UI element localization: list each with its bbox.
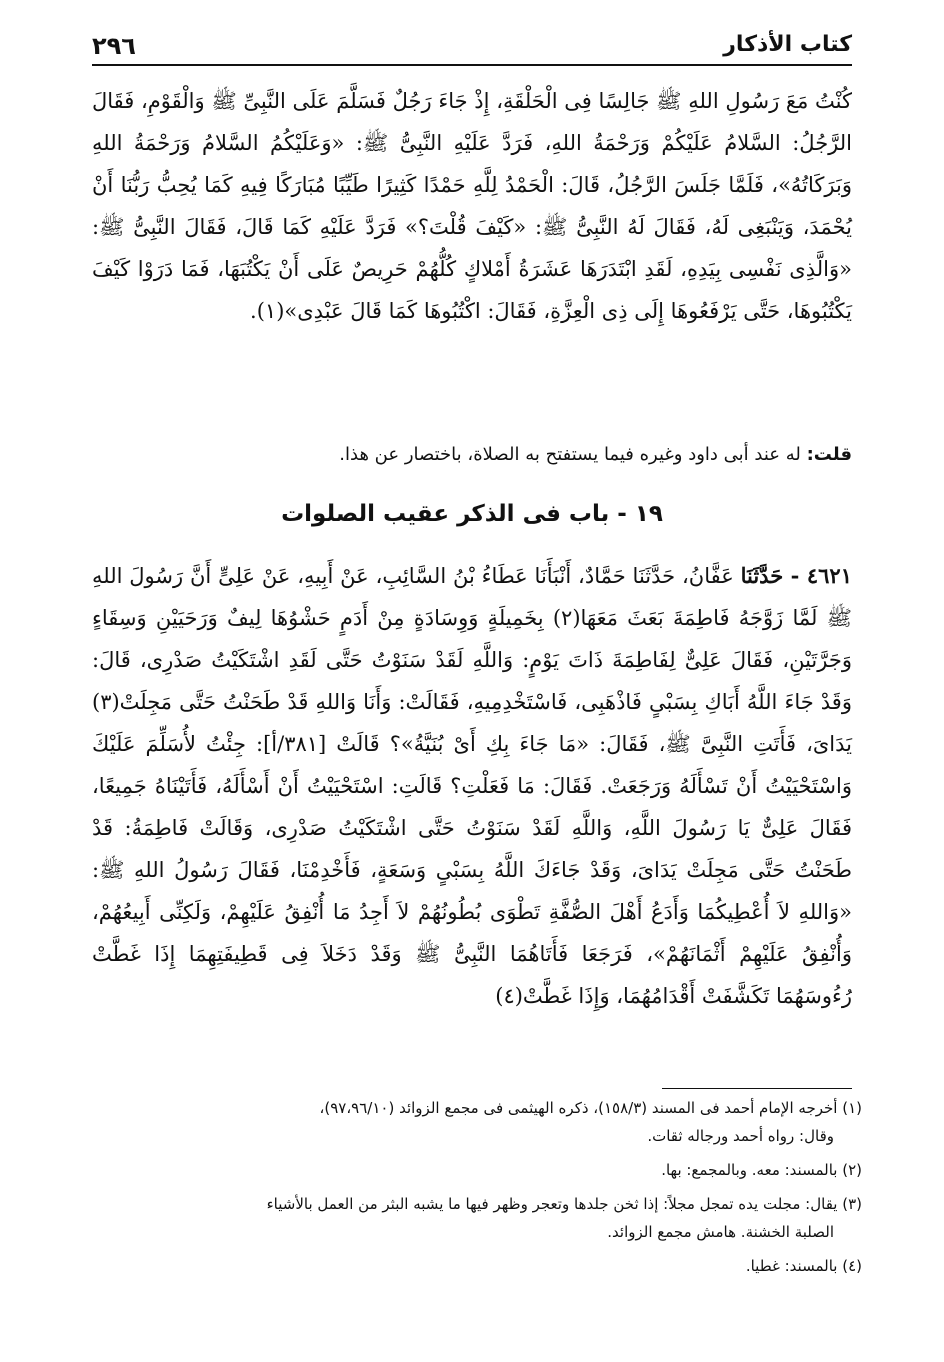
page-header (92, 30, 852, 66)
footnotes (92, 1094, 862, 1286)
book-title: كتاب الأذكار (723, 32, 852, 57)
author-note (92, 440, 852, 470)
hadith-number: ٤٦٢١ - حَدَّثَنَا (740, 563, 852, 588)
footnote-text: (١) أخرجه الإمام أحمد فى المسند (١٥٨/٣)، ذكره الهيثمى فى مجمع الزوائد (٩٧،٩٦/١٠)، (319, 1099, 862, 1117)
footnote-separator (662, 1088, 852, 1089)
note-label: قلت: (806, 444, 852, 465)
paragraph-text: كُنْتُ مَعَ رَسُولِ اللهِ ﷺ جَالِسًا فِى الْحَلْقَةِ، إِذْ جَاءَ رَجُلٌ فَسَلَّمَ عَلَى النَّبِىِّ ﷺ وَالْقَوْمِ، فَقَالَ الرَّجُلُ: السَّلامُ عَلَيْكُمْ وَرَحْمَةُ اللهِ، فَرَدَّ عَلَيْهِ النَّبِىُّ ﷺ: «وَعَلَيْكُمُ السَّلامُ وَرَحْمَةُ اللهِ وَبَرَكَاتُهُ»، فَلَمَّا جَلَسَ الرَّجُلُ، قَالَ: الْحَمْدُ لِلَّهِ حَمْدًا كَثِيرًا طَيِّبًا مُبَارَكًا فِيهِ كَمَا يُحِبُّ رَبُّنَا أَنْ يُحْمَدَ، وَيَنْبَغِى لَهُ، فَقَالَ لَهُ النَّبِىُّ ﷺ: «كَيْفَ قُلْتَ؟» فَرَدَّ عَلَيْهِ كَمَا قَالَ، فَقَالَ النَّبِىُّ ﷺ: «وَالَّذِى نَفْسِى بِيَدِهِ، لَقَدِ ابْتَدَرَهَا عَشَرَةُ أَمْلاكٍ كُلُّهُمْ حَرِيصٌ عَلَى أَنْ يَكْتُبَهَا، فَمَا دَرَوْا كَيْفَ يَكْتُبُوهَا، حَتَّى يَرْفَعُوهَا إِلَى ذِى الْعِزَّةِ، فَقَالَ: اكْتُبُوهَا كَمَا قَالَ عَبْدِى»(١). (92, 89, 852, 323)
footnote-text-continued: الصلبة الخشنة. هامش مجمع الزوائد. (607, 1223, 834, 1241)
page-number: ٢٩٦ (92, 32, 136, 60)
note-text: له عند أبى داود وغيره فيما يستفتح به الصلاة، باختصار عن هذا. (339, 444, 807, 465)
footnote-text: (٢) بالمسند: معه. وبالمجمع: بها. (661, 1161, 862, 1179)
footnote-text-continued: وقال: رواه أحمد ورجاله ثقات. (647, 1127, 834, 1145)
hadith-paragraph-continued (92, 80, 852, 332)
footnote-4 (92, 1252, 862, 1280)
chapter-heading: ١٩ - باب فى الذكر عقيب الصلوات (281, 501, 663, 527)
paragraph-text: عَفَّانُ، حَدَّثَنَا حَمَّادٌ، أَنْبَأَنَا عَطَاءُ بْنُ السَّائِبِ، عَنْ أَبِيهِ، عَنْ عَلِىٍّ أَنَّ رَسُولَ اللهِ ﷺ لَمَّا زَوَّجَهُ فَاطِمَةَ بَعَثَ مَعَهَا(٢) بِخَمِيلَةٍ وَوِسَادَةٍ مِنْ أَدَمٍ حَشْوُهَا لِيفٌ وَرَحَيَيْنِ وَسِقَاءٍ وَجَرَّتَيْنِ، فَقَالَ عَلِىٌّ لِفَاطِمَةَ ذَاتَ يَوْمٍ: وَاللَّهِ لَقَدْ سَنَوْتُ حَتَّى لَقَدِ اشْتَكَيْتُ صَدْرِى، قَالَ: وَقَدْ جَاءَ اللَّهُ أَبَاكِ بِسَبْىٍ فَاذْهَبِى، فَاسْتَخْدِمِيهِ، فَقَالَتْ: وَأَنَا وَاللهِ قَدْ طَحَنْتُ حَتَّى مَجِلَتْ(٣) يَدَاىَ، فَأَتَتِ النَّبِىَّ ﷺ، فَقَالَ: «مَا جَاءَ بِكِ أَىْ بُنَيَّةُ»؟ قَالَتْ [٣٨١/أ]: جِئْتُ لأُسَلِّمَ عَلَيْكَ وَاسْتَحْيَيْتُ أَنْ تَسْأَلَهُ وَرَجَعَتْ. فَقَالَ: مَا فَعَلْتِ؟ قَالَتِ: اسْتَحْيَيْتُ أَنْ أَسْأَلَهُ، فَأَتَيْنَاهُ جَمِيعًا، فَقَالَ عَلِىٌّ يَا رَسُولَ اللَّهِ، وَاللَّهِ لَقَدْ سَنَوْتُ حَتَّى اشْتَكَيْتُ صَدْرِى، وَقَالَتْ فَاطِمَةُ: قَدْ طَحَنْتُ حَتَّى مَجِلَتْ يَدَاىَ، وَقَدْ جَاءَكَ اللَّهُ بِسَبْىٍ وَسَعَةٍ، فَأَخْدِمْنَا، فَقَالَ رَسُولُ اللهِ ﷺ: «وَاللهِ لاَ أُعْطِيكُمَا وَأَدَعُ أَهْلَ الصُّفَّةِ تَطْوَى بُطُونُهُمْ لاَ أَجِدُ مَا أُنْفِقُ عَلَيْهِمْ، وَلَكِنِّى أَبِيعُهُمْ، وَأُنْفِقُ عَلَيْهِمْ أَثْمَانَهُمْ»، فَرَجَعَا فَأَتَاهُمَا النَّبِىُّ ﷺ وَقَدْ دَخَلاَ فِى قَطِيفَتِهِمَا إِذَا غَطَّتْ رُءُوسَهُمَا تَكَشَّفَتْ أَقْدَامُهُمَا، وَإِذَا غَطَّتْ(٤) (92, 564, 852, 1008)
hadith-paragraph (92, 555, 852, 1017)
footnote-2 (92, 1156, 862, 1184)
footnote-1 (92, 1094, 862, 1150)
footnote-text: (٤) بالمسند: غطيا. (745, 1257, 862, 1275)
footnote-3 (92, 1190, 862, 1246)
footnote-text: (٣) يقال: مجلت يده تمجل مجلاً: إذا ثخن جلدها وتعجر وظهر فيها ما يشبه البثر من العمل بالأشياء (266, 1195, 862, 1213)
